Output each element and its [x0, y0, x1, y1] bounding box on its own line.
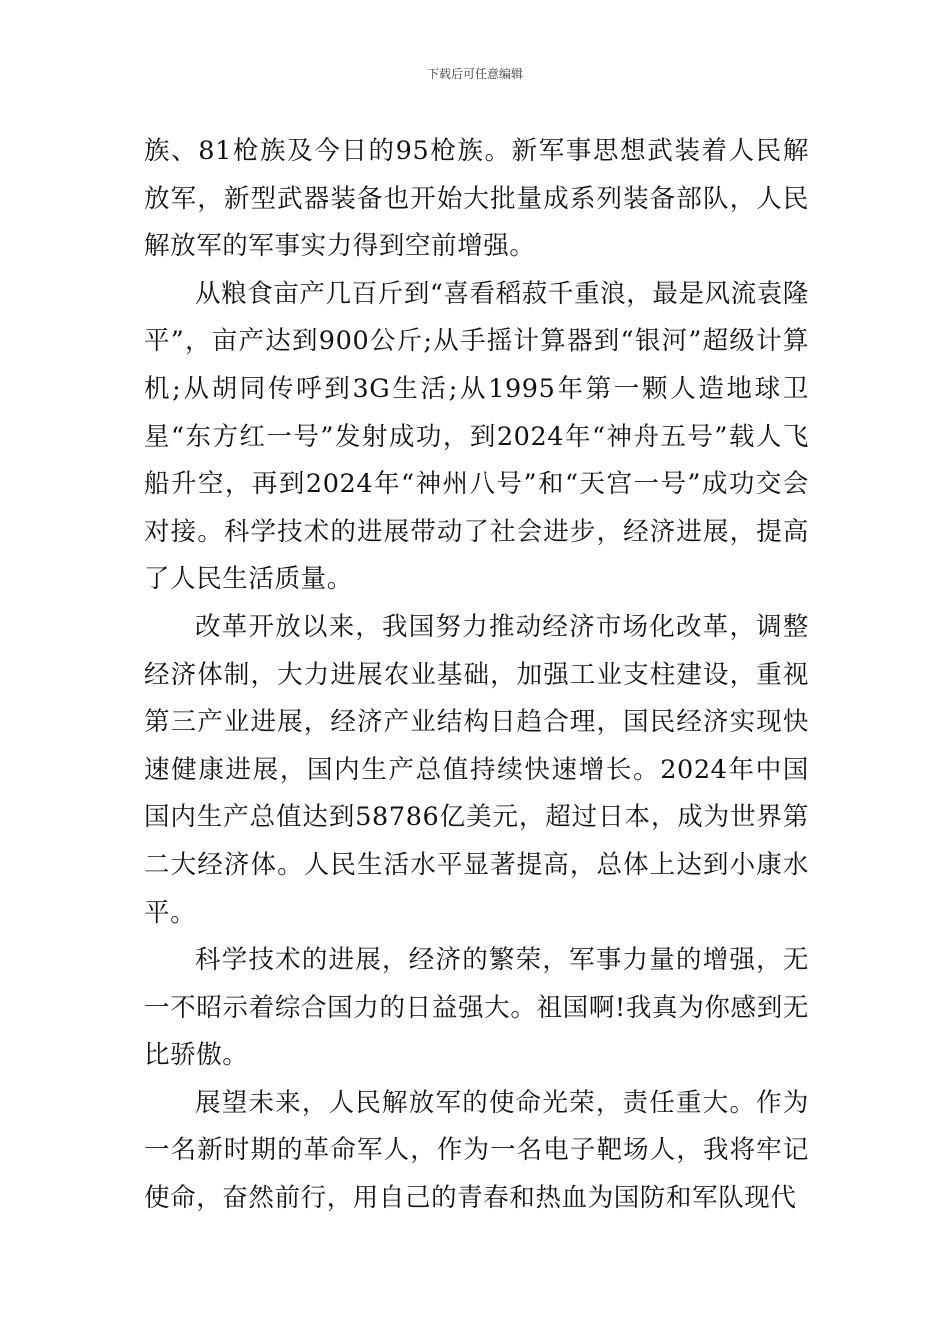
paragraph-economic-reform: 改革开放以来，我国努力推动经济市场化改革，调整经济体制，大力进展农业基础，加强工业支柱建设，重视第三产业进展，经济产业结构日趋合理，国民经济实现快速健康进展，国内生产总值持续快速增长。2024年中国国内生产总值达到58786亿美元，超过日本，成为世界第二大经济体。人民生活水平显著提高，总体上达到小康水平。 — [144, 611, 809, 928]
paragraph-continuation: 族、81枪族及今日的95枪族。新军事思想武装着人民解放军，新型武器装备也开始大批量成系列装备部队，人民解放军的军事实力得到空前增强。 — [144, 136, 809, 262]
paragraph-future-outlook: 展望未来，人民解放军的使命光荣，责任重大。作为一名新时期的革命军人，作为一名电子靶场人，我将牢记使命，奋然前行，用自己的青春和热血为国防和军队现代 — [144, 1087, 809, 1214]
document-body — [144, 128, 809, 1223]
paragraph-national-pride: 科学技术的进展，经济的繁荣，军事力量的增强，无一不昭示着综合国力的日益强大。祖国啊!我真为你感到无比骄傲。 — [144, 945, 809, 1071]
paragraph-science-progress: 从粮食亩产几百斤到“喜看稻菽千重浪，最是风流袁隆平”，亩产达到900公斤;从手摇计算器到“银河”超级计算机;从胡同传呼到3G生活;从1995年第一颗人造地球卫星“东方红一号”发射成功，到2024年“神舟五号”载人飞船升空，再到2024年“神州八号”和“天宫一号”成功交会对接。科学技术的进展带动了社会进步，经济进展，提高了人民生活质量。 — [144, 278, 809, 595]
page-header: 下载后可任意编辑 — [426, 67, 523, 81]
